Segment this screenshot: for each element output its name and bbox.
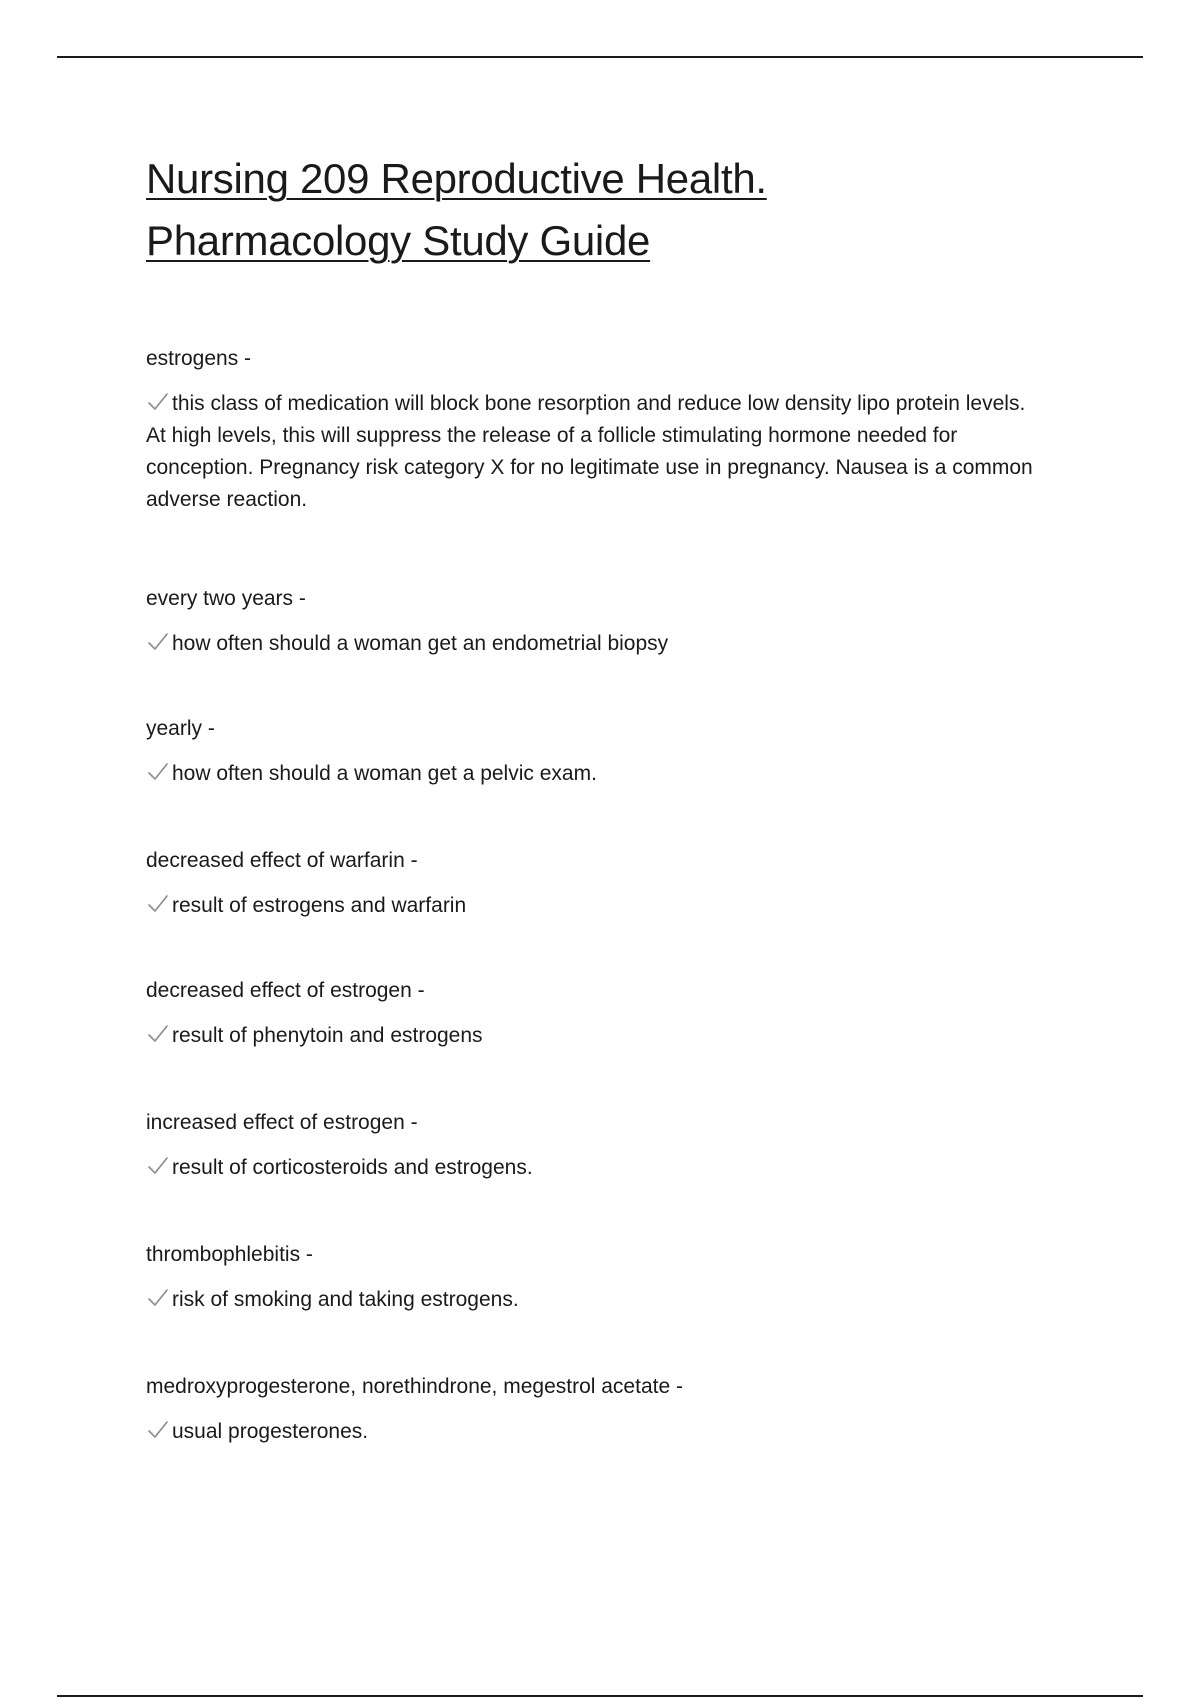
flashcard	[146, 976, 1046, 1052]
card-definition-text: how often should a woman get a pelvic exam.	[172, 762, 597, 785]
flashcard	[146, 714, 1046, 790]
card-definition-text: how often should a woman get an endometrial biopsy	[172, 632, 669, 655]
card-term: every two years -	[146, 587, 306, 610]
checkmark-icon	[146, 631, 170, 653]
card-term: decreased effect of warfarin -	[146, 849, 418, 872]
card-definition	[146, 1416, 1046, 1448]
card-definition-text: result of phenytoin and estrogens	[172, 1024, 483, 1047]
card-term: thrombophlebitis -	[146, 1243, 313, 1266]
card-definition	[146, 388, 1046, 516]
card-term: yearly -	[146, 717, 215, 740]
checkmark-icon	[146, 761, 170, 783]
card-term: increased effect of estrogen -	[146, 1111, 418, 1134]
card-term: estrogens -	[146, 347, 252, 370]
card-term: decreased effect of estrogen -	[146, 979, 425, 1002]
title-line-2: Pharmacology Study Guide	[146, 217, 651, 264]
bottom-rule	[57, 1695, 1143, 1697]
checkmark-icon	[146, 1287, 170, 1309]
card-definition-text: this class of medication will block bone resorption and reduce low density lipo protein levels. At high levels, this will suppress the release of a follicle stimulating hormone needed for conception. Pregnancy risk category X for no legitimate use in pregnancy. Nausea is a common adverse reaction.	[146, 392, 1033, 511]
flashcard-list	[146, 344, 1046, 1448]
card-definition	[146, 628, 1046, 660]
checkmark-icon	[146, 893, 170, 915]
card-definition	[146, 1152, 1046, 1184]
checkmark-icon	[146, 1155, 170, 1177]
card-definition	[146, 758, 1046, 790]
card-definition	[146, 1284, 1046, 1316]
flashcard	[146, 1372, 1046, 1448]
flashcard	[146, 344, 1046, 516]
title-line-1: Nursing 209 Reproductive Health.	[146, 155, 767, 202]
checkmark-icon	[146, 391, 170, 413]
card-definition	[146, 1020, 1046, 1052]
card-definition-text: result of corticosteroids and estrogens.	[172, 1156, 533, 1179]
page-content	[146, 148, 1046, 1448]
checkmark-icon	[146, 1023, 170, 1045]
flashcard	[146, 584, 1046, 660]
card-term: medroxyprogesterone, norethindrone, megestrol acetate -	[146, 1375, 683, 1398]
flashcard	[146, 1108, 1046, 1184]
checkmark-icon	[146, 1419, 170, 1441]
card-definition-text: risk of smoking and taking estrogens.	[172, 1288, 519, 1311]
card-definition-text: usual progesterones.	[172, 1420, 369, 1443]
card-definition	[146, 890, 1046, 922]
card-definition-text: result of estrogens and warfarin	[172, 894, 467, 917]
flashcard	[146, 846, 1046, 922]
document-title	[146, 148, 1046, 272]
top-rule	[57, 56, 1143, 58]
flashcard	[146, 1240, 1046, 1316]
